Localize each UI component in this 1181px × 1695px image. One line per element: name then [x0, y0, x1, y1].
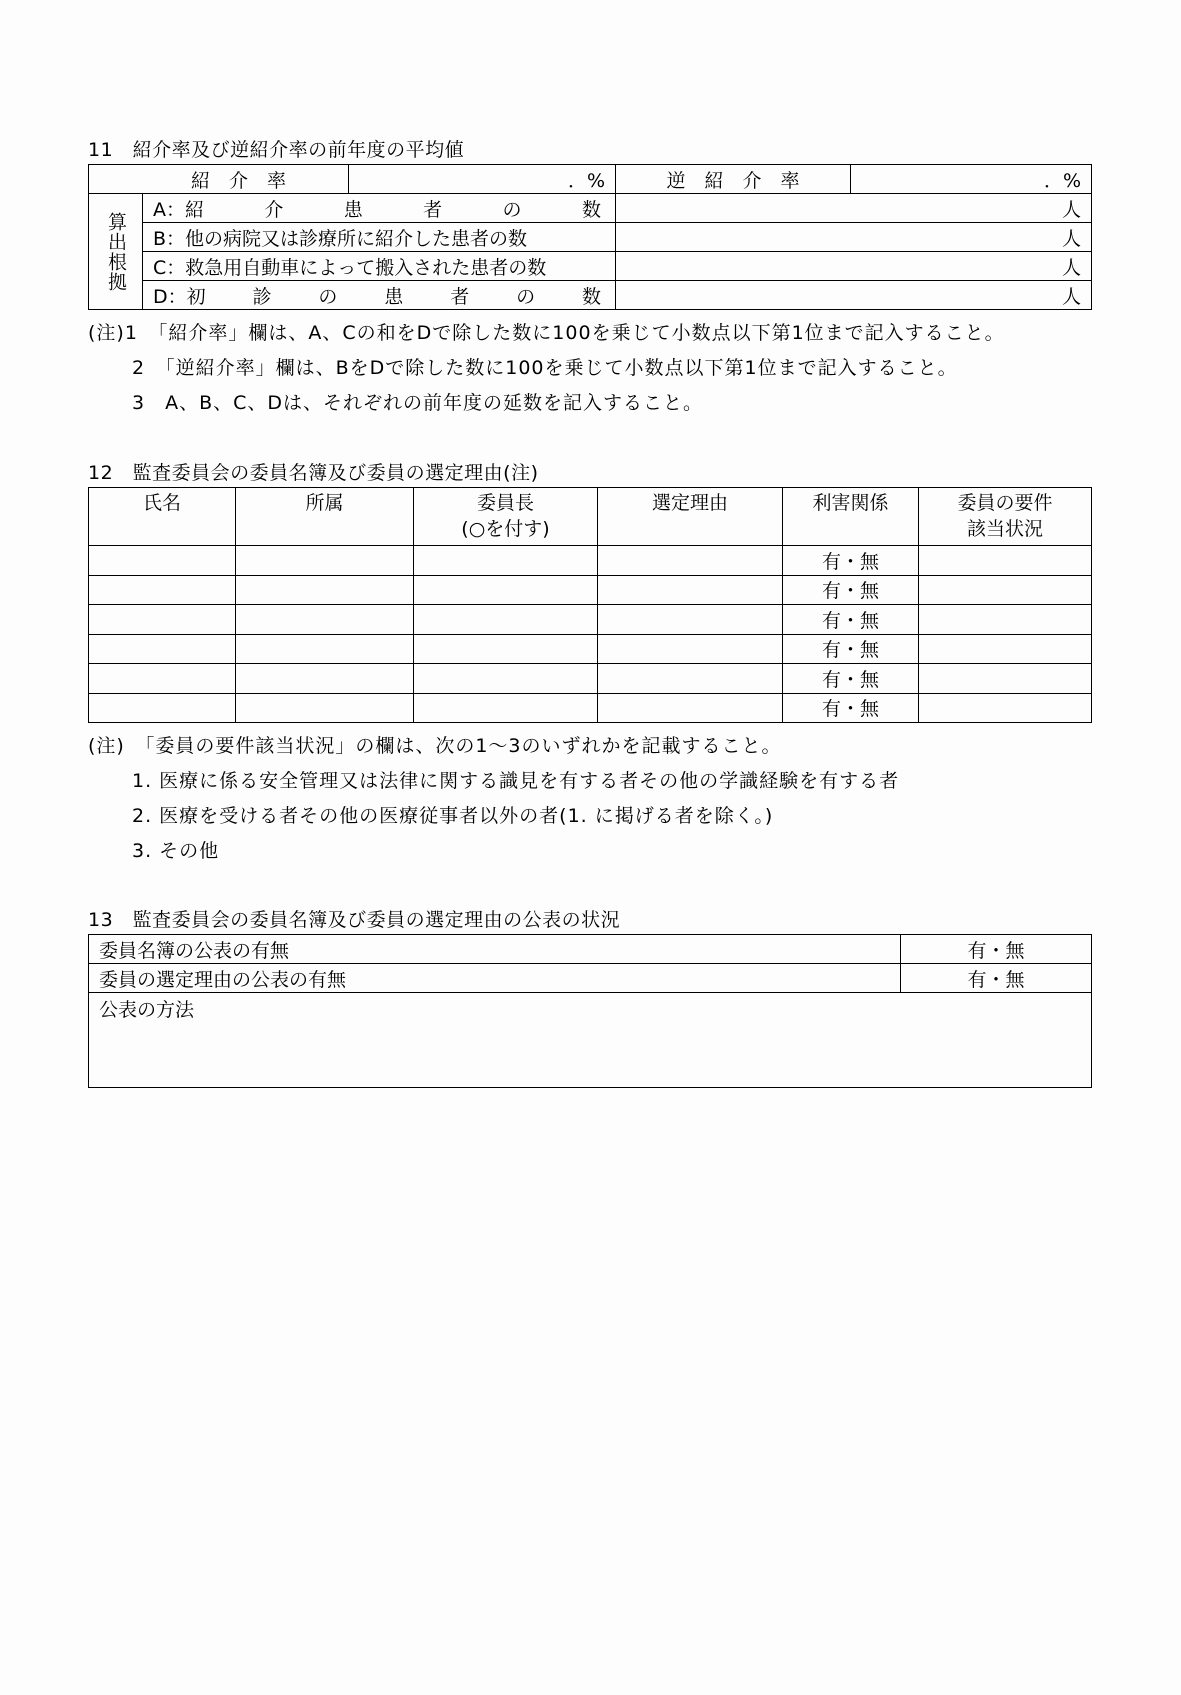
header-selection-reason: 選定理由 — [598, 488, 783, 546]
publication-method-label: 公表の方法 — [99, 999, 195, 1021]
section-12-note-intro: (注) 「委員の要件該当状況」の欄は、次の1～3のいずれかを記載すること。 — [88, 735, 782, 757]
conflict-yes-no[interactable]: 有・無 — [783, 634, 919, 664]
unit-people: 人 — [1062, 285, 1082, 308]
basis-row-a-value[interactable] — [616, 194, 1092, 223]
chair-cell[interactable] — [414, 605, 598, 635]
section-12-note-3: 3. その他 — [132, 840, 220, 862]
affiliation-cell[interactable] — [236, 664, 414, 694]
reverse-referral-rate-value[interactable]: ．% — [851, 165, 1092, 194]
section-13-title: 13 監査委員会の委員名簿及び委員の選定理由の公表の状況 — [88, 909, 621, 931]
basis-row-d-value[interactable] — [616, 281, 1092, 310]
table-row — [89, 605, 1092, 635]
unit-people: 人 — [1062, 198, 1082, 221]
roster-publication-yes-no[interactable]: 有・無 — [901, 935, 1092, 964]
referral-rate-value[interactable]: ．% — [349, 165, 616, 194]
name-cell[interactable] — [89, 575, 236, 605]
affiliation-cell[interactable] — [236, 693, 414, 723]
affiliation-cell[interactable] — [236, 546, 414, 576]
requirement-cell[interactable] — [919, 546, 1092, 576]
table-row — [89, 575, 1092, 605]
section-11-title: 11 紹介率及び逆紹介率の前年度の平均値 — [88, 139, 465, 161]
unit-people: 人 — [1062, 256, 1082, 279]
section-11-note-1: (注)1 「紹介率」欄は、A、Cの和をDで除した数に100を乗じて小数点以下第1位まで記入すること。 — [88, 322, 1005, 344]
requirement-cell[interactable] — [919, 664, 1092, 694]
publication-status-table — [88, 934, 1092, 1088]
basis-row-a-label: A：紹 介 患 者 の 数 — [143, 194, 616, 223]
name-cell[interactable] — [89, 693, 236, 723]
chair-cell[interactable] — [414, 634, 598, 664]
basis-row-b-label: B：他の病院又は診療所に紹介した患者の数 — [143, 223, 616, 252]
section-12-title: 12 監査委員会の委員名簿及び委員の選定理由(注) — [88, 462, 539, 484]
section-12-note-2: 2. 医療を受ける者その他の医療従事者以外の者(1. に掲げる者を除く。) — [132, 805, 774, 827]
header-requirement-status: 委員の要件 該当状況 — [919, 488, 1092, 546]
name-cell[interactable] — [89, 546, 236, 576]
reverse-referral-rate-label: 逆 紹 介 率 — [616, 165, 851, 194]
referral-rate-table — [88, 164, 1092, 310]
requirement-cell[interactable] — [919, 605, 1092, 635]
referral-rate-label: 紹 介 率 — [89, 165, 349, 194]
header-conflict-of-interest: 利害関係 — [783, 488, 919, 546]
table-row — [89, 546, 1092, 576]
chair-cell[interactable] — [414, 693, 598, 723]
basis-row-b-value[interactable] — [616, 223, 1092, 252]
section-11-note-3: 3 A、B、C、Dは、それぞれの前年度の延数を記入すること。 — [132, 392, 704, 414]
conflict-yes-no[interactable]: 有・無 — [783, 575, 919, 605]
reason-publication-yes-no[interactable]: 有・無 — [901, 964, 1092, 993]
requirement-cell[interactable] — [919, 575, 1092, 605]
affiliation-cell[interactable] — [236, 575, 414, 605]
reason-publication-label: 委員の選定理由の公表の有無 — [89, 964, 901, 993]
name-cell[interactable] — [89, 605, 236, 635]
header-name: 氏名 — [89, 488, 236, 546]
name-cell[interactable] — [89, 664, 236, 694]
requirement-cell[interactable] — [919, 693, 1092, 723]
chair-cell[interactable] — [414, 546, 598, 576]
roster-publication-label: 委員名簿の公表の有無 — [89, 935, 901, 964]
audit-committee-members-table — [88, 487, 1092, 723]
chair-cell[interactable] — [414, 664, 598, 694]
header-chair: 委員長 (○を付す) — [414, 488, 598, 546]
basis-row-c-value[interactable] — [616, 252, 1092, 281]
table-row — [89, 693, 1092, 723]
name-cell[interactable] — [89, 634, 236, 664]
calculation-basis-label: 算出根拠 — [89, 194, 143, 310]
reason-cell[interactable] — [598, 634, 783, 664]
conflict-yes-no[interactable]: 有・無 — [783, 693, 919, 723]
basis-row-d-label: D：初 診 の 患 者 の 数 — [143, 281, 616, 310]
section-11-note-2: 2 「逆紹介率」欄は、BをDで除した数に100を乗じて小数点以下第1位まで記入すること。 — [132, 357, 958, 379]
reason-cell[interactable] — [598, 575, 783, 605]
reason-cell[interactable] — [598, 693, 783, 723]
chair-cell[interactable] — [414, 575, 598, 605]
table-row — [89, 664, 1092, 694]
requirement-cell[interactable] — [919, 634, 1092, 664]
reason-cell[interactable] — [598, 605, 783, 635]
table-row — [89, 634, 1092, 664]
affiliation-cell[interactable] — [236, 634, 414, 664]
conflict-yes-no[interactable]: 有・無 — [783, 546, 919, 576]
reason-cell[interactable] — [598, 546, 783, 576]
conflict-yes-no[interactable]: 有・無 — [783, 664, 919, 694]
basis-row-c-label: C：救急用自動車によって搬入された患者の数 — [143, 252, 616, 281]
affiliation-cell[interactable] — [236, 605, 414, 635]
header-affiliation: 所属 — [236, 488, 414, 546]
conflict-yes-no[interactable]: 有・無 — [783, 605, 919, 635]
unit-people: 人 — [1062, 227, 1082, 250]
publication-method-field[interactable] — [89, 993, 1092, 1088]
section-12-note-1: 1. 医療に係る安全管理又は法律に関する識見を有する者その他の学識経験を有する者 — [132, 770, 900, 792]
reason-cell[interactable] — [598, 664, 783, 694]
